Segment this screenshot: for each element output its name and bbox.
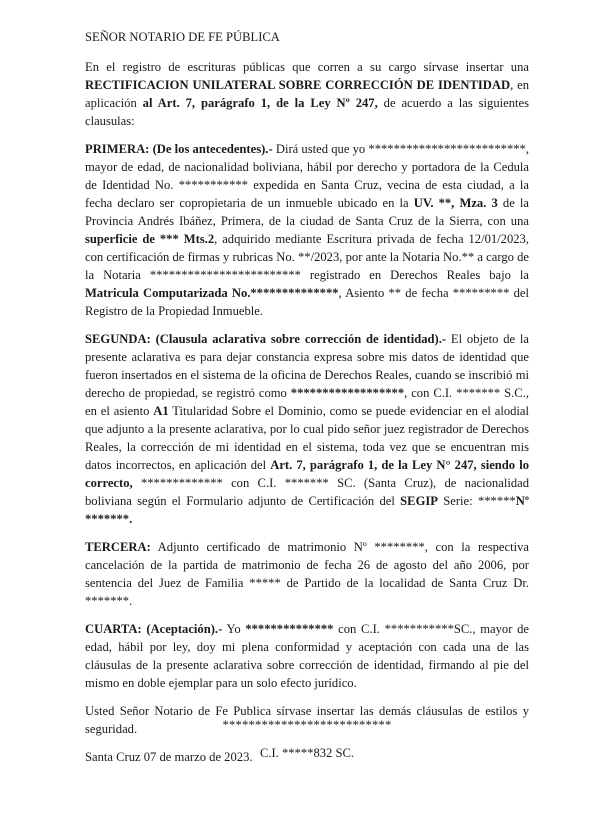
document-title: RECTIFICACION UNILATERAL SOBRE CORRECCIÓN DE IDENTIDAD bbox=[85, 78, 511, 92]
clause-heading: SEGUNDA: (Clausula aclarativa sobre corrección de identidad).- bbox=[85, 332, 447, 346]
clause-cuarta bbox=[85, 620, 529, 692]
clause-text: con C.I. ***********SC., mayor de edad, hábil por ley, doy mi plena conformidad y aceptación con cada una de las cláusulas de la presente aclarativa sobre corrección de identidad, firmando al pie del mismo en doble ejemplar para un solo efecto jurídico. bbox=[85, 622, 529, 690]
intro-text: En el registro de escrituras públicas que corren a su cargo sírvase insertar una bbox=[85, 60, 529, 74]
clause-text: , Asiento ** de fecha ********* del Registro de la Propiedad Inmueble. bbox=[85, 286, 529, 318]
clause-heading: CUARTA: (Aceptación).- bbox=[85, 622, 223, 636]
certificate-number: Nº *******. bbox=[85, 494, 529, 526]
clause-heading: TERCERA: bbox=[85, 540, 151, 554]
signature-id-line: C.I. *****832 SC. bbox=[259, 746, 355, 760]
clause-text: , adquirido mediante Escritura privada de fecha 12/01/2023, con certificación de firmas y rubricas No. **/2023, por ante la Notaria No.** a cargo de la Notaria ************************ registrado en Derechos Reales bajo la bbox=[85, 232, 529, 282]
clause-text: de la Provincia Andrés Ibáñez, Primera, de la ciudad de Santa Cruz de la Sierra, con una bbox=[85, 196, 530, 228]
property-location: UV. **, Mza. 3 bbox=[413, 196, 498, 210]
clause-text: Titularidad Sobre el Dominio, como se puede evidenciar en el alodial que adjunto a la presente aclarativa, por lo cual pido señor juez registrador de Derechos Reales, la corrección de mi identidad en el sistema, toda vez que se encuentran mis datos incorrectos, en aplicación del bbox=[85, 404, 529, 472]
clause-text: , con C.I. ******* S.C., en el asiento bbox=[85, 386, 529, 418]
registry-number: Matricula Computarizada No.************** bbox=[85, 286, 339, 300]
property-area: superficie de *** Mts.2 bbox=[85, 232, 215, 246]
clause-text: Yo bbox=[222, 622, 246, 636]
agency-name: SEGIP bbox=[400, 494, 438, 508]
intro-text: , en aplicación bbox=[85, 78, 530, 110]
clause-text: Adjunto certificado de matrimonio Nº ********, con la respectiva cancelación de la partida de matrimonio de fecha 26 de agosto del año 2006, por sentencia del Juez de Familia ***** de Partido de la localidad de Santa Cruz Dr. *******. bbox=[85, 540, 529, 608]
addressee: SEÑOR NOTARIO DE FE PÚBLICA bbox=[85, 30, 280, 44]
signer-name: ************** bbox=[245, 622, 334, 636]
clause-text: El objeto de la presente aclarativa es para dejar constancia expresa sobre mis datos de identidad que fueron insertados en el sistema de la oficina de Derechos Reales, cuando se inscribió mi derecho de propiedad, se registró como bbox=[85, 332, 529, 400]
closing-paragraph: Usted Señor Notario de Fe Publica sírvase insertar las demás cláusulas de estilos y seguridad. bbox=[85, 704, 529, 736]
clause-heading: PRIMERA: (De los antecedentes).- bbox=[85, 142, 273, 156]
law-reference: al Art. 7, parágrafo 1, de la Ley Nº 247, bbox=[142, 96, 378, 110]
signature-name-line: ************************** bbox=[222, 718, 392, 732]
clause-tercera bbox=[85, 538, 529, 610]
intro-paragraph bbox=[85, 58, 529, 130]
law-reference: Art. 7, parágrafo 1, de la Ley N° 247, siendo lo correcto, bbox=[85, 458, 529, 490]
clause-primera bbox=[85, 140, 529, 320]
clause-segunda bbox=[85, 330, 529, 528]
entry-code: A1 bbox=[153, 404, 169, 418]
place-date: Santa Cruz 07 de marzo de 2023. bbox=[85, 750, 253, 764]
document-page bbox=[85, 28, 529, 776]
clause-text: ************* con C.I. ******* SC. (Santa Cruz), de nacionalidad boliviana según el Formulario adjunto de Certificación del bbox=[85, 476, 529, 508]
registered-name: ****************** bbox=[290, 386, 405, 400]
intro-text: de acuerdo a las siguientes clausulas: bbox=[85, 96, 530, 128]
clause-text: Serie: ****** bbox=[437, 494, 516, 508]
clause-text: Dirá usted que yo *************************, mayor de edad, de nacionalidad boliviana, hábil por derecho y portadora de la Cedula de Identidad No. *********** expedida en Santa Cruz, vecina de esta ciudad, a la fecha declaro ser copropietaria de un inmueble ubicado en la bbox=[85, 142, 529, 210]
